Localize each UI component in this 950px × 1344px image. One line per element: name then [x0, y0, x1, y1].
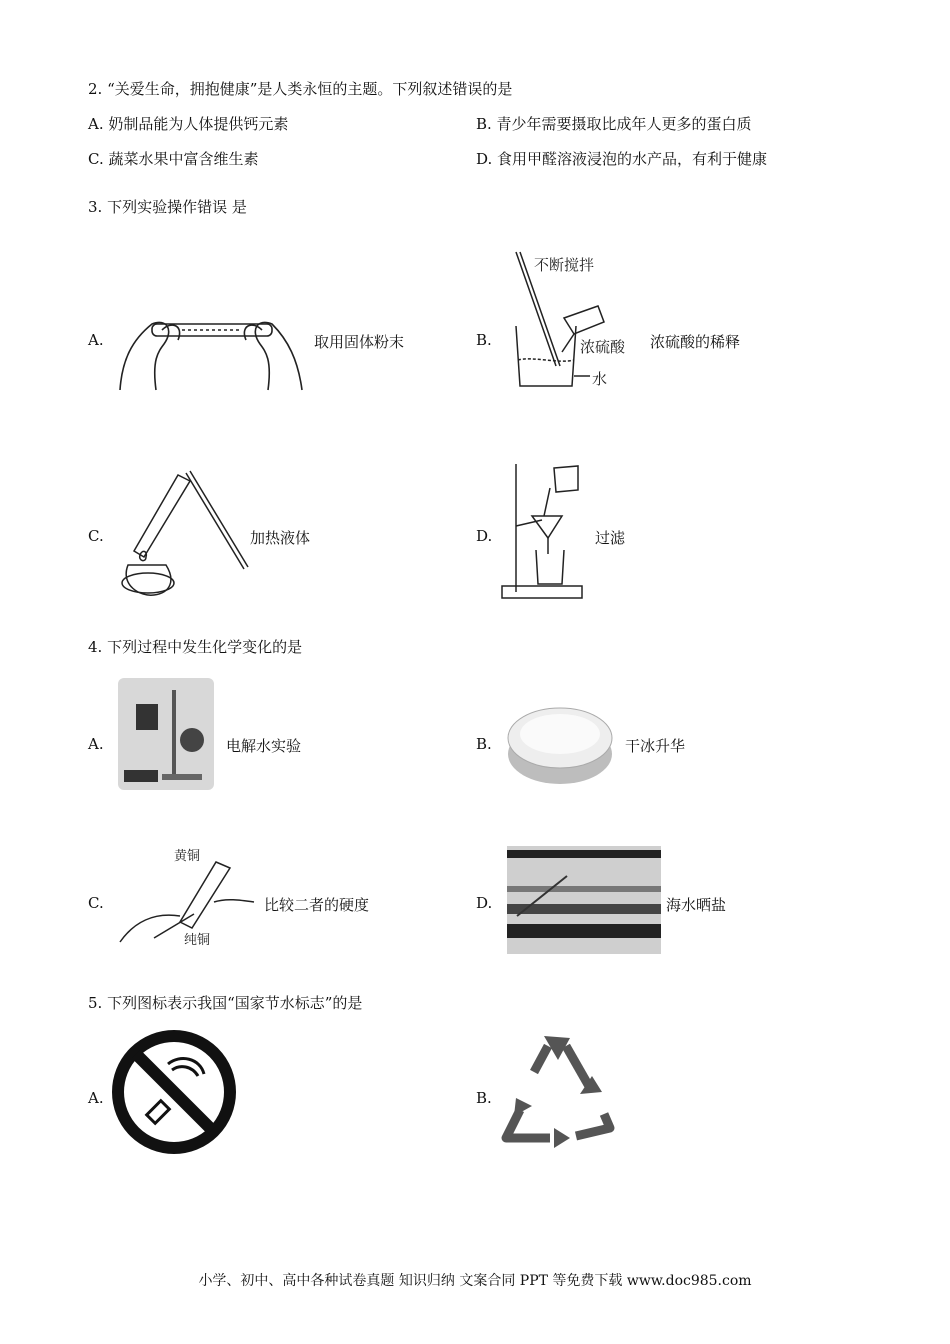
q3-a-caption: 取用固体粉末 — [314, 333, 405, 351]
q4-a-letter: A. — [88, 735, 104, 753]
q2-option-d: D. 食用甲醛溶液浸泡的水产品，有利于健康 — [476, 150, 768, 168]
q4-a-photo — [118, 678, 214, 790]
q3-b-label-acid: 浓硫酸 — [580, 338, 626, 356]
q2-stem: 2. “关爱生命，拥抱健康”是人类永恒的主题。下列叙述错误的是 — [88, 80, 513, 98]
q4-a-caption: 电解水实验 — [226, 737, 302, 755]
q4-b-letter: B. — [476, 735, 492, 753]
q4-c-illustration — [114, 842, 258, 952]
q4-d-photo — [507, 846, 661, 954]
recycle-icon — [494, 1032, 620, 1154]
q4-d-caption: 海水晒盐 — [666, 896, 727, 914]
q3-b-illustration — [498, 248, 643, 396]
q3-d-illustration — [498, 458, 588, 604]
q4-c-label-bottom: 纯铜 — [184, 933, 211, 948]
q3-a-letter: A. — [88, 331, 104, 349]
q3-a-illustration — [112, 300, 308, 400]
page-footer: 小学、初中、高中各种试卷真题 知识归纳 文案合同 PPT 等免费下载 www.doc985.com — [198, 1273, 752, 1289]
q4-c-letter: C. — [88, 894, 104, 912]
q3-stem: 3. 下列实验操作错误 是 — [88, 198, 247, 216]
q5-a-letter: A. — [88, 1089, 104, 1107]
q5-stem: 5. 下列图标表示我国“国家节水标志”的是 — [88, 994, 363, 1012]
q2-option-c: C. 蔬菜水果中富含维生素 — [88, 150, 259, 168]
q3-d-caption: 过滤 — [595, 529, 626, 547]
q5-b-letter: B. — [476, 1089, 492, 1107]
q4-b-photo — [504, 692, 616, 792]
q3-c-letter: C. — [88, 527, 104, 545]
q4-c-caption: 比较二者的硬度 — [264, 896, 370, 914]
q3-b-label-water: 水 — [592, 370, 608, 388]
q3-b-letter: B. — [476, 331, 492, 349]
q4-stem: 4. 下列过程中发生化学变化的是 — [88, 638, 303, 656]
no-smoking-icon — [108, 1028, 240, 1156]
q4-c-label-top: 黄铜 — [174, 849, 201, 864]
q3-c-caption: 加热液体 — [250, 529, 311, 547]
q2-option-a: A. 奶制品能为人体提供钙元素 — [88, 115, 289, 133]
q3-b-label-stir: 不断搅拌 — [534, 256, 595, 274]
q3-d-letter: D. — [476, 527, 493, 545]
q2-option-b: B. 青少年需要摄取比成年人更多的蛋白质 — [476, 115, 752, 133]
q3-b-caption: 浓硫酸的稀释 — [650, 333, 741, 351]
q4-b-caption: 干冰升华 — [625, 737, 686, 755]
q3-c-illustration — [110, 465, 250, 605]
q4-d-letter: D. — [476, 894, 493, 912]
